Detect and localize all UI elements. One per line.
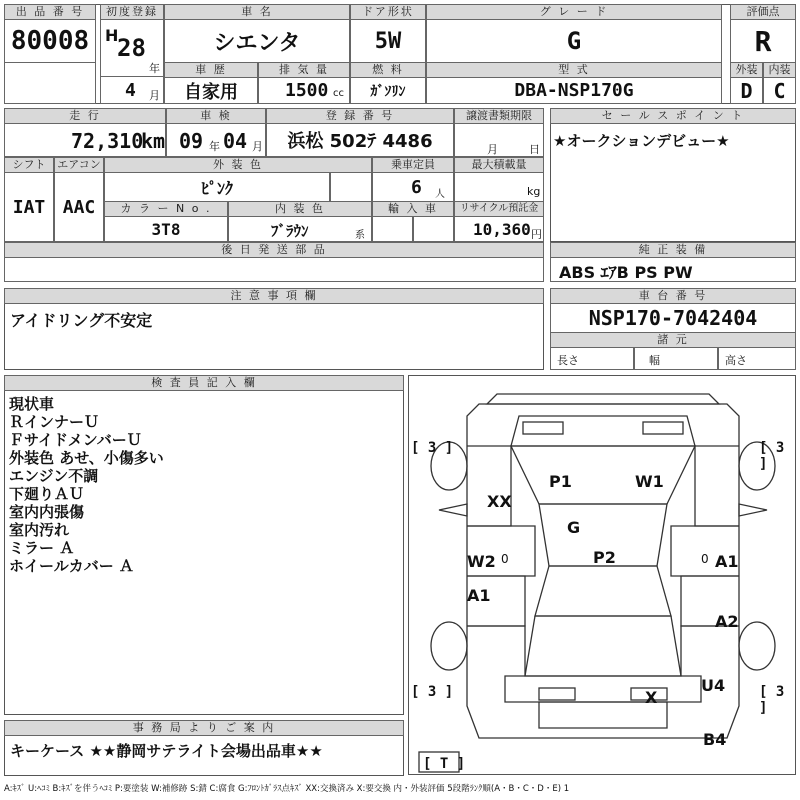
shift: IAT — [12, 196, 46, 218]
inspector-line: 室内汚れ — [9, 521, 70, 539]
interior-score: C — [773, 78, 786, 103]
inspector-line: ＲインナーＵ — [9, 413, 100, 431]
mark-zero-left: 0 — [501, 552, 509, 566]
max-load-label: 最大積載量 — [454, 157, 544, 173]
capacity-unit: 人 — [435, 189, 445, 200]
later-parts-cell — [4, 257, 544, 282]
recycle: 10,360 — [473, 220, 531, 239]
displacement-label: 排 気 量 — [258, 62, 350, 78]
exterior-cell — [730, 77, 763, 104]
inspector-label: 検 査 員 記 入 欄 — [4, 375, 404, 391]
ext-color-label: 外 装 色 — [104, 157, 372, 173]
lot-no-blank — [4, 62, 96, 104]
car-outline — [409, 376, 797, 776]
max-load-unit: kg — [527, 185, 541, 198]
import-cell-a — [372, 216, 413, 242]
car-name-label: 車 名 — [164, 4, 350, 20]
displacement-unit: cc — [333, 88, 344, 99]
score-cell — [730, 19, 796, 63]
grade-label: グ レ ー ド — [426, 4, 722, 20]
width-label: 幅 — [649, 354, 660, 367]
recycle-label: リサイクル預託金 — [454, 201, 544, 217]
capacity-cell — [372, 172, 454, 202]
aircon-label: エアコン — [54, 157, 104, 173]
equipment-text: ABS ｴｱB PS PW — [559, 263, 693, 282]
transfer-label: 譲渡書類期限 — [454, 108, 544, 124]
fuel: ｶﾞｿﾘﾝ — [370, 83, 406, 100]
inspector-line: 下廻りＡＵ — [9, 485, 85, 503]
chassis-number: NSP170-7042404 — [588, 306, 758, 330]
mark-w1: W1 — [635, 472, 664, 491]
first-reg-year: 28 — [117, 34, 146, 62]
capacity-label: 乗車定員 — [372, 157, 454, 173]
mark-u4: U4 — [701, 676, 726, 695]
length-label: 長さ — [557, 354, 579, 367]
reg-no: 浜松 502ﾃ 4486 — [287, 131, 433, 152]
mark-xx: XX — [487, 492, 512, 511]
import-label: 輸 入 車 — [372, 201, 454, 217]
inspection-label: 車 検 — [166, 108, 266, 124]
mark-b4: B4 — [703, 730, 727, 749]
office-text: キーケース ★★静岡サテライト会場出品車★★ — [10, 742, 323, 760]
year-unit: 年 — [149, 62, 160, 75]
inspector-lines — [9, 395, 164, 575]
displacement: 1500 — [285, 80, 329, 101]
max-load-cell — [454, 172, 544, 202]
recycle-cell — [454, 216, 544, 242]
chassis-label: 車 台 番 号 — [550, 288, 796, 304]
doors: 5W — [374, 28, 402, 54]
recycle-unit: 円 — [531, 228, 542, 241]
color-no-cell — [104, 216, 228, 242]
score-label: 評価点 — [730, 4, 796, 20]
reg-no-label: 登 録 番 号 — [266, 108, 454, 124]
inspection-year-unit: 年 — [209, 140, 220, 153]
reg-no-cell — [266, 123, 454, 157]
transfer-month-unit: 月 — [487, 143, 498, 156]
fuel-cell — [350, 77, 426, 104]
damage-diagram — [408, 375, 796, 775]
era: H — [105, 26, 119, 45]
mark-g: G — [567, 518, 581, 537]
aircon: AAC — [62, 196, 96, 218]
ext-color: ﾋﾟﾝｸ — [200, 178, 233, 198]
capacity: 6 — [411, 177, 422, 198]
grade-cell — [426, 19, 722, 63]
inspection-month: 04 — [223, 129, 248, 153]
int-color-unit: 系 — [355, 230, 365, 241]
mark-p2: P2 — [593, 548, 616, 567]
int-color: ﾌﾞﾗｳﾝ — [271, 222, 309, 240]
score: R — [754, 24, 772, 58]
import-cell-b — [413, 216, 454, 242]
inspector-line: 室内内張傷 — [9, 503, 85, 521]
fuel-label: 燃 料 — [350, 62, 426, 78]
shift-label: シフト — [4, 157, 54, 173]
inspector-line: 外装色 あせ、小傷多い — [9, 449, 164, 467]
int-color-cell — [228, 216, 372, 242]
grade: G — [566, 27, 582, 55]
sales-point-text: ★オークションデビュー★ — [553, 132, 730, 150]
inspector-line: ミラー Ａ — [9, 539, 75, 557]
displacement-cell — [258, 77, 350, 104]
int-color-label: 内 装 色 — [228, 201, 372, 217]
mark-p1: P1 — [549, 472, 572, 491]
dims-label: 諸 元 — [550, 332, 796, 348]
tire-front-left: [ 3 ] — [411, 440, 454, 456]
inspection-month-unit: 月 — [252, 140, 263, 153]
office-label: 事 務 局 よ り ご 案 内 — [4, 720, 404, 736]
length-cell — [550, 347, 634, 370]
mark-a1-left: A1 — [467, 586, 491, 605]
mileage-cell — [4, 123, 166, 157]
mileage-label: 走 行 — [4, 108, 166, 124]
spare-tire: [ T ] — [423, 756, 466, 772]
history: 自家用 — [184, 81, 238, 103]
first-reg-year-cell — [100, 19, 164, 77]
lot-no-cell — [4, 19, 96, 63]
inspector-line: エンジン不調 — [9, 467, 99, 485]
inspection-cell — [166, 123, 266, 157]
width-cell — [634, 347, 718, 370]
doors-label: ドア形状 — [350, 4, 426, 20]
transfer-cell — [454, 123, 544, 157]
later-parts-label: 後 日 発 送 部 品 — [4, 242, 544, 258]
ext-color-cell — [104, 172, 330, 202]
first-reg-month: 4 — [125, 80, 136, 101]
inspector-line: ホイールカバー Ａ — [9, 557, 134, 575]
car-name: シエンタ — [213, 30, 301, 56]
model-label: 型 式 — [426, 62, 722, 78]
height-label: 高さ — [725, 354, 747, 367]
first-reg-label: 初度登録 — [100, 4, 164, 20]
interior-label: 内装 — [763, 62, 796, 78]
sales-point-block — [550, 108, 796, 242]
lot-no-label: 出 品 番 号 — [4, 4, 96, 20]
model: DBA-NSP170G — [514, 80, 634, 101]
exterior-label: 外装 — [730, 62, 763, 78]
chassis-number-cell — [550, 303, 796, 333]
height-cell — [718, 347, 796, 370]
equipment-cell — [550, 257, 796, 282]
mark-a2: A2 — [715, 612, 739, 631]
mileage-unit: km — [141, 129, 166, 153]
month-unit: 月 — [149, 89, 160, 102]
color-no-label: カ ラ ー N o . — [104, 201, 228, 217]
inspection-year: 09 — [179, 129, 204, 153]
color-no: 3T8 — [151, 219, 181, 239]
mark-zero-right: 0 — [701, 552, 709, 566]
history-label: 車 歴 — [164, 62, 258, 78]
notes-text: アイドリング不安定 — [10, 311, 153, 330]
first-reg-month-cell — [100, 76, 164, 104]
history-cell — [164, 77, 258, 104]
mark-a1-right: A1 — [715, 552, 739, 571]
shift-cell — [4, 172, 54, 242]
car-name-cell — [164, 19, 350, 63]
transfer-day-unit: 日 — [529, 143, 540, 156]
doors-cell — [350, 19, 426, 63]
mark-w2: W2 — [467, 552, 496, 571]
inspector-line: ＦサイドメンバーＵ — [9, 431, 142, 449]
interior-cell — [763, 77, 796, 104]
lot-no: 80008 — [10, 26, 90, 56]
model-cell — [426, 77, 722, 104]
mileage: 72,310 — [71, 129, 144, 153]
inspector-line: 現状車 — [9, 395, 55, 413]
sales-point-label: セ ー ル ス ポ イ ン ト — [550, 108, 796, 124]
aircon-cell — [54, 172, 104, 242]
exterior-score: D — [740, 78, 753, 103]
equipment-label: 純 正 装 備 — [550, 242, 796, 258]
legend: A:ｷｽﾞ U:ﾍｺﾐ B:ｷｽﾞを伴うﾍｺﾐ P:要塗装 W:補修跡 S:錆 C:腐食 G:ﾌﾛﾝﾄｶﾞﾗｽ点ｷｽﾞ XX:交換済み X:要交換 内・外装評価 5段階ﾗﾝｸ順(A・B・C・D・E) 1 — [4, 784, 570, 794]
ext-color-extra — [330, 172, 372, 202]
tire-rear-left: [ 3 ] — [411, 684, 454, 700]
tire-rear-right: [ 3 ] — [759, 684, 785, 716]
notes-label: 注 意 事 項 欄 — [4, 288, 544, 304]
mark-x: X — [645, 688, 658, 707]
tire-front-right: [ 3 ] — [759, 440, 785, 472]
